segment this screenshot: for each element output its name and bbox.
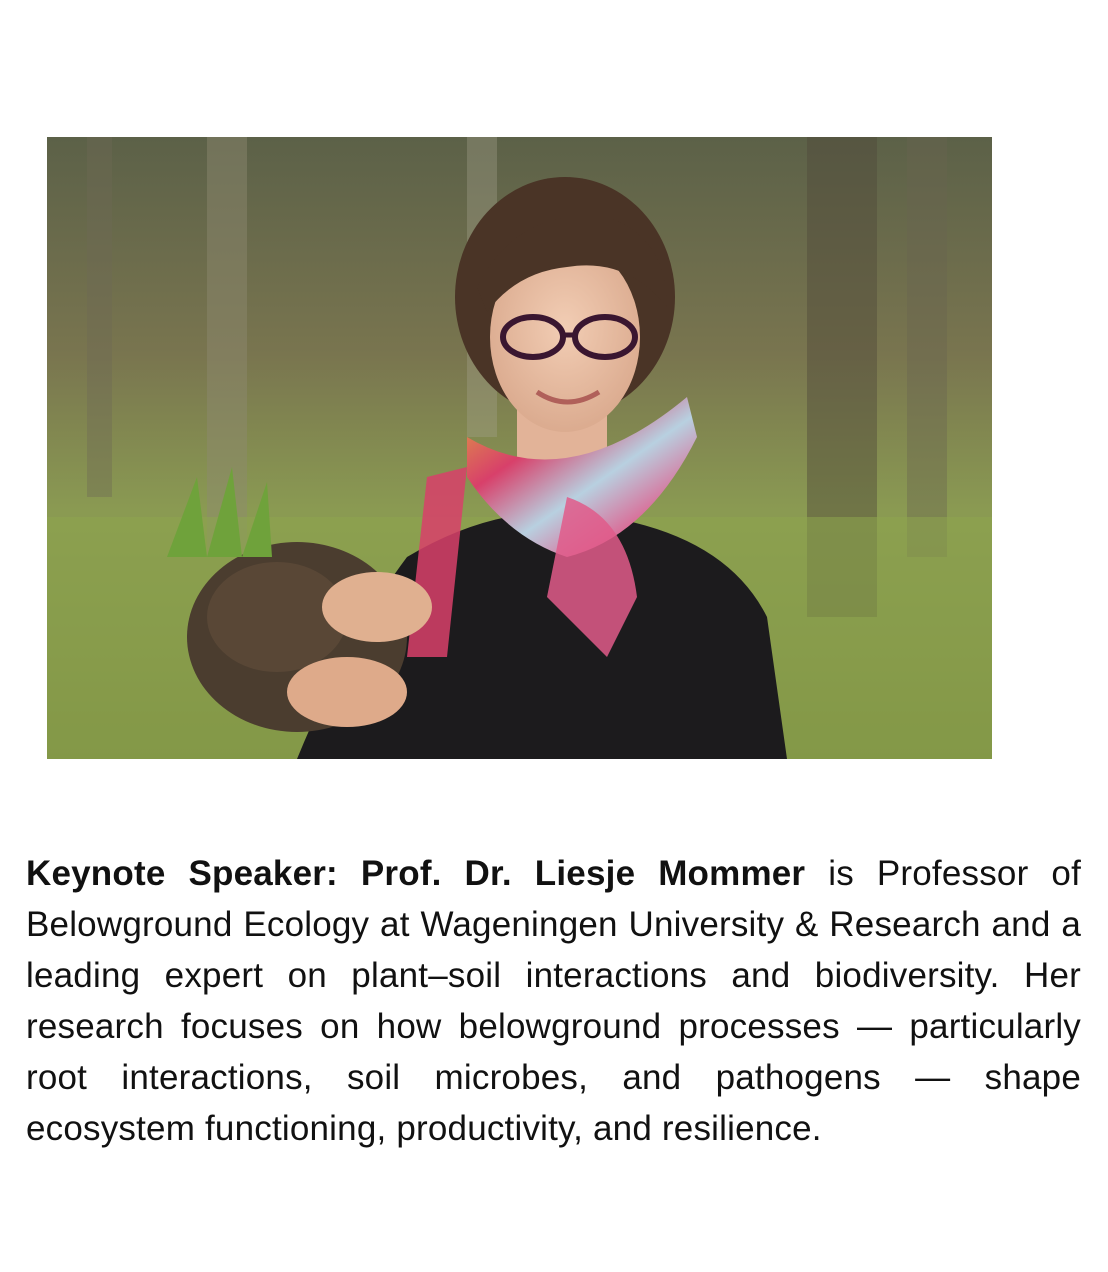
speaker-name-lead: Keynote Speaker: Prof. Dr. Liesje Mommer [26,854,806,893]
speaker-bio-text: is Professor of Belowground Ecology at Wageningen University & Research and a leading expert on plant–soil interactions and biodiversity. Her research focuses on how belowground processes — particularly root interactions, soil microbes, and pathogens — shape ecosystem functioning, productivity, and resilience. [26,854,1081,1148]
speaker-photo [47,137,992,759]
speaker-portrait-icon [47,137,992,759]
speaker-bio [26,848,1081,1154]
